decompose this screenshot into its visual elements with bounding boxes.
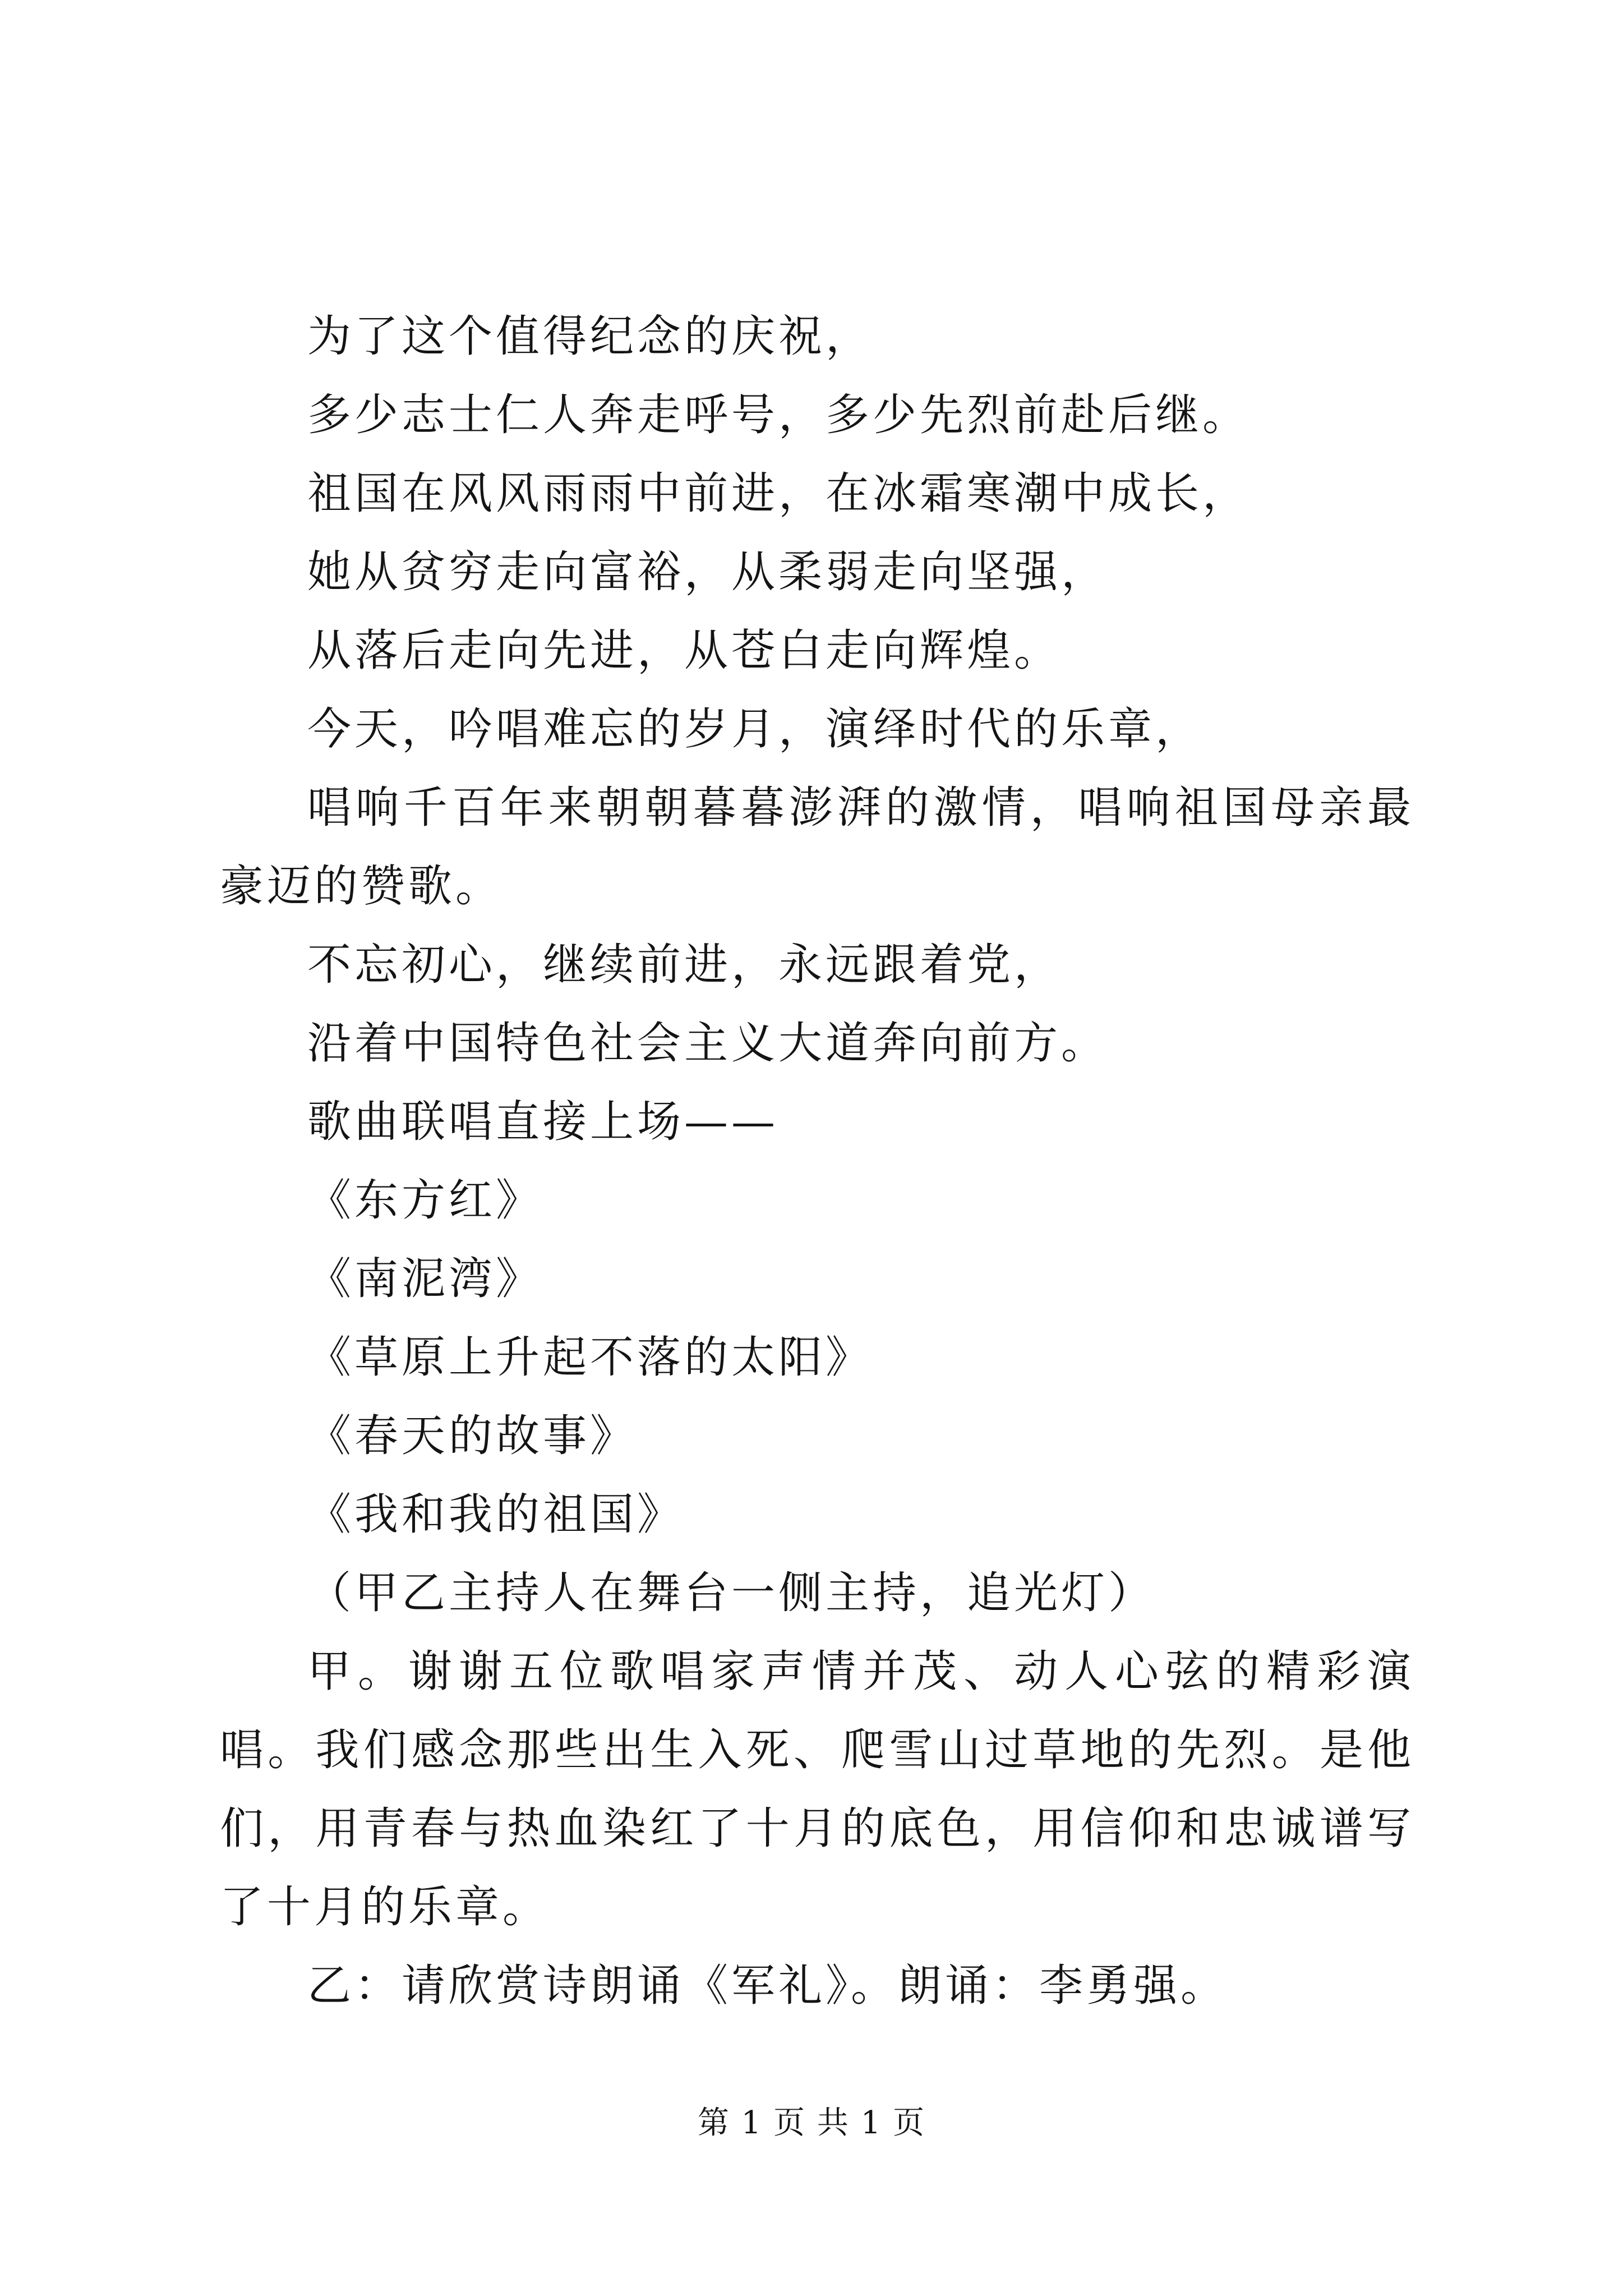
- paragraph: 她从贫穷走向富裕，从柔弱走向坚强，: [307, 547, 1109, 597]
- page-footer: 第 1 页 共 1 页: [697, 2105, 926, 2141]
- song-title: 《草原上升起不落的太阳》: [307, 1332, 873, 1383]
- song-title: 《春天的故事》: [307, 1411, 638, 1461]
- paragraph: 乙：请欣赏诗朗诵《军礼》。朗诵：李勇强。: [307, 1961, 1228, 2011]
- paragraph: 沿着中国特色社会主义大道奔向前方。: [307, 1018, 1109, 1069]
- paragraph: 歌曲联唱直接上场——: [307, 1097, 779, 1147]
- song-title: 《东方红》: [307, 1175, 543, 1226]
- paragraph: 甲。谢谢五位歌唱家声情并茂、动人心弦的精彩演唱。我们感念那些出生入死、爬雪山过草地的先烈。是他们，用青春与热血染红了十月的底色，用信仰和忠诚谱写了十月的乐章。: [220, 1646, 1414, 1932]
- paragraph: 唱响千百年来朝朝暮暮澎湃的激情，唱响祖国母亲最豪迈的赞歌。: [220, 783, 1414, 912]
- paragraph: 今天，吟唱难忘的岁月，演绎时代的乐章，: [307, 704, 1203, 754]
- stage-direction: （甲乙主持人在舞台一侧主持，追光灯）: [307, 1568, 1156, 1618]
- paragraph: 从落后走向先进，从苍白走向辉煌。: [307, 625, 1062, 676]
- document-body: [220, 297, 1414, 2025]
- paragraph: 为了这个值得纪念的庆祝，: [307, 311, 873, 362]
- song-title: 《南泥湾》: [307, 1254, 543, 1304]
- song-title: 《我和我的祖国》: [307, 1489, 685, 1540]
- paragraph: 不忘初心，继续前进，永远跟着党，: [307, 940, 1062, 990]
- paragraph: 祖国在风风雨雨中前进，在冰霜寒潮中成长，: [307, 468, 1250, 519]
- paragraph: 多少志士仁人奔走呼号，多少先烈前赴后继。: [307, 390, 1250, 440]
